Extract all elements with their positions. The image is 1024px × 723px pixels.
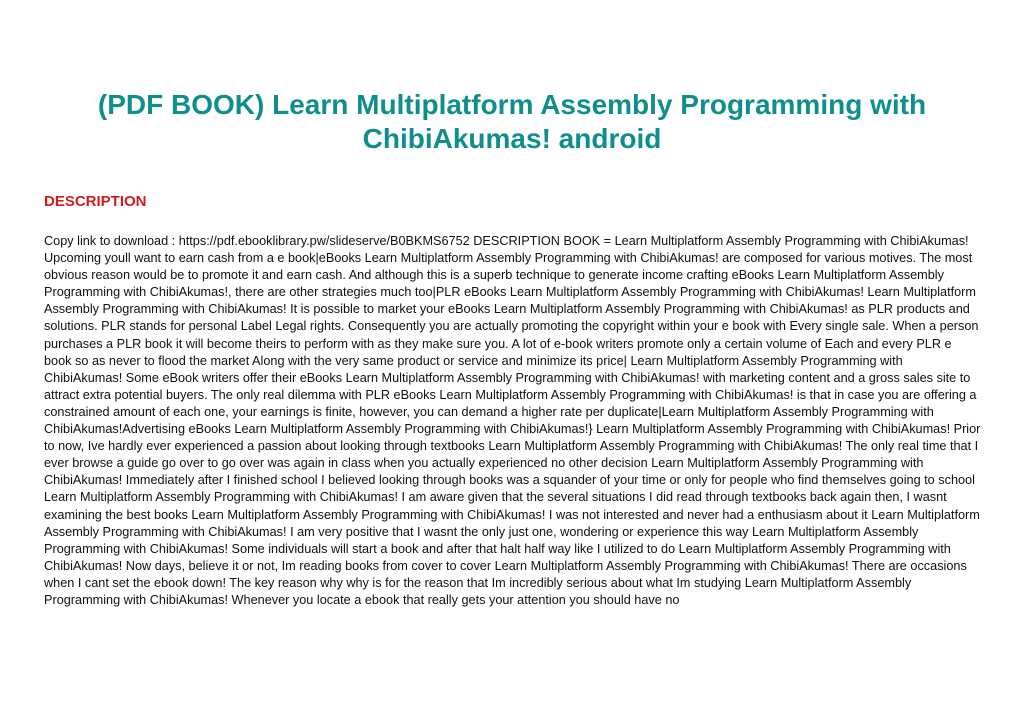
section-heading-description: DESCRIPTION — [44, 193, 147, 210]
description-body-text: Copy link to download : https://pdf.ebooklibrary.pw/slideserve/B0BKMS6752 DESCRIPTION BOOK = Learn Multiplatform Assembly Programming with ChibiAkumas! Upcoming youll want to earn cash from a e book|eBooks Learn Multiplatform Assembly Programming with ChibiAkumas! are composed for various motives. The most obvious reason would be to promote it and earn cash. And although this is a superb technique to generate income crafting eBooks Learn Multiplatform Assembly Programming with ChibiAkumas!, there are other strategies much too|PLR eBooks Learn Multiplatform Assembly Programming with ChibiAkumas! Learn Multiplatform Assembly Programming with ChibiAkumas! It is possible to market your eBooks Learn Multiplatform Assembly Programming with ChibiAkumas! as PLR products and solutions. PLR stands for personal Label Legal rights. Consequently you are actually promoting the copyright within your e book with Every single sale. When a person purchases a PLR book it will become theirs to perform with as they make sure you. A lot of e-book writers promote only a certain volume of Each and every PLR e book so as never to flood the market Along with the very same product or service and minimize its price| Learn Multiplatform Assembly Programming with ChibiAkumas! Some eBook writers offer their eBooks Learn Multiplatform Assembly Programming with ChibiAkumas! with marketing content and a gross sales site to attract extra potential buyers. The only real dilemma with PLR eBooks Learn Multiplatform Assembly Programming with ChibiAkumas! is that in case you are offering a constrained amount of each one, your earnings is finite, however, you can demand a higher rate per duplicate|Learn Multiplatform Assembly Programming with ChibiAkumas!Advertising eBooks Learn Multiplatform Assembly Programming with ChibiAkumas!} Learn Multiplatform Assembly Programming with ChibiAkumas! Prior to now, Ive hardly ever experienced a passion about looking through textbooks Learn Multiplatform Assembly Programming with ChibiAkumas! The only real time that I ever browse a guide go over to go over was again in class when you actually experienced no other decision Learn Multiplatform Assembly Programming with ChibiAkumas! Immediately after I finished school I believed looking through books was a squander of your time or only for people who find themselves going to school Learn Multiplatform Assembly Programming with ChibiAkumas! I am aware given that the several situations I did read through textbooks back again then, I wasnt examining the best books Learn Multiplatform Assembly Programming with ChibiAkumas! I was not interested and never had a enthusiasm about it Learn Multiplatform Assembly Programming with ChibiAkumas! I am very positive that I wasnt the only just one, wondering or experience this way Learn Multiplatform Assembly Programming with ChibiAkumas! Some individuals will start a book and after that halt half way like I utilized to do Learn Multiplatform Assembly Programming with ChibiAkumas! Now days, believe it or not, Im reading books from cover to cover Learn Multiplatform Assembly Programming with ChibiAkumas! There are occasions when I cant set the ebook down! The key reason why why is for the reason that Im incredibly serious about what Im studying Learn Multiplatform Assembly Programming with ChibiAkumas! Whenever you locate a ebook that really gets your attention you should have no — [44, 234, 981, 607]
page-title: (PDF BOOK) Learn Multiplatform Assembly Programming with ChibiAkumas! android — [97, 89, 927, 154]
